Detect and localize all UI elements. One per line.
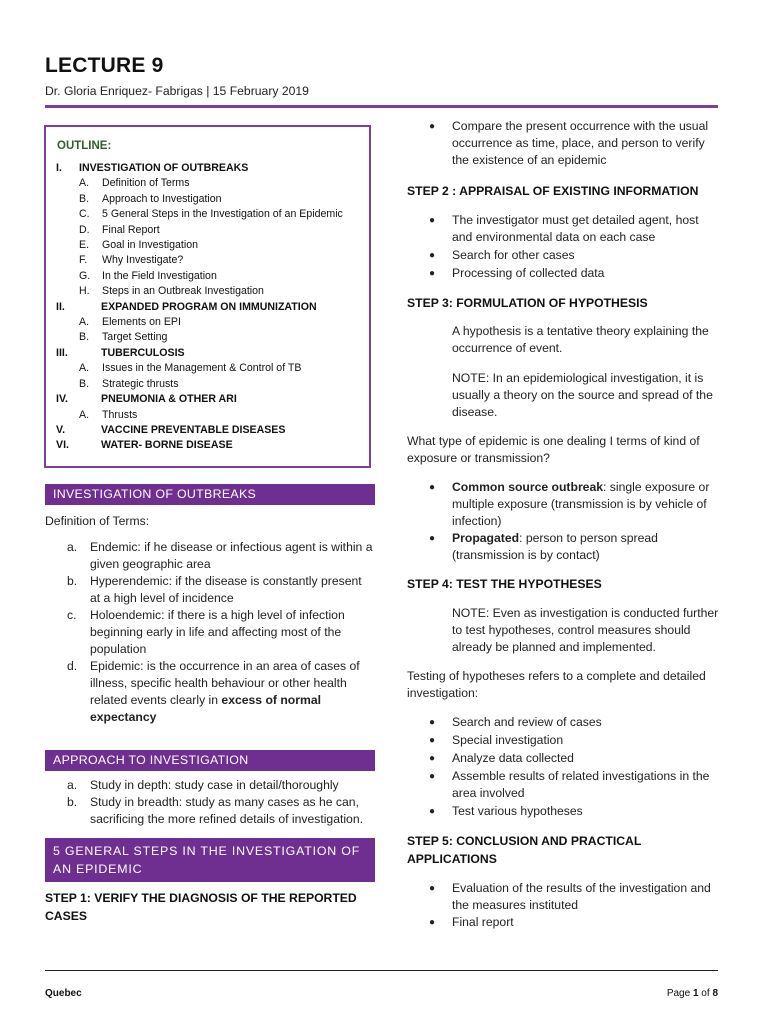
outline-item: B. Approach to Investigation xyxy=(79,192,222,205)
list-item: ● Compare the present occurrence with the usual occurrence as time, place, and person to verify the existence of an epidemic xyxy=(429,119,709,167)
outline-item: A. Issues in the Management & Control of TB xyxy=(79,362,302,375)
lecture-subtitle: Dr. Gloria Enriquez- Fabrigas | 15 February 2019 xyxy=(45,84,309,98)
outline-item: B. Target Setting xyxy=(79,331,168,344)
outline-item: A. Definition of Terms xyxy=(79,177,190,190)
outline-item: B. Strategic thrusts xyxy=(79,377,179,390)
list-item: a. Endemic: if he disease or infectious agent is within a given geographic area xyxy=(67,540,373,571)
list-item: ● Common source outbreak: single exposure or multiple exposure (transmission is by vehicle of infection) xyxy=(429,480,710,528)
outline-item: II. EXPANDED PROGRAM ON IMMUNIZATION xyxy=(56,300,317,313)
outline-item: C. 5 General Steps in the Investigation of an Epidemic xyxy=(79,208,343,221)
outline-item: VI. WATER- BORNE DISEASE xyxy=(56,439,233,452)
section-band-general-steps: 5 GENERAL STEPS IN THE INVESTIGATION OF AN EPIDEMIC xyxy=(45,838,375,882)
footer-label: Quebec xyxy=(45,988,82,999)
outline-item: D. Final Report xyxy=(79,223,160,236)
step4-bullets xyxy=(407,714,722,820)
list-item: ● Final report xyxy=(429,915,514,929)
list-item: b. Study in breadth: study as many cases as he can, sacrificing the more refined details of investigation. xyxy=(67,795,364,826)
section-band-approach: APPROACH TO INVESTIGATION xyxy=(45,750,375,771)
list-item: ● Special investigation xyxy=(429,733,564,747)
epidemic-types xyxy=(407,479,722,564)
header-divider xyxy=(45,105,718,108)
outline-list xyxy=(56,161,366,454)
list-item: ● Assemble results of related investigations in the area involved xyxy=(429,769,710,800)
footer-divider xyxy=(45,970,718,971)
step4-heading: STEP 4: TEST THE HYPOTHESES xyxy=(407,577,602,591)
approach-list xyxy=(45,777,375,828)
outline-item: G. In the Field Investigation xyxy=(79,269,217,282)
list-item: c. Holoendemic: if there is a high level of infection beginning early in life and affecting most of the population xyxy=(67,608,345,656)
list-item: ● Analyze data collected xyxy=(429,751,574,765)
section-band-investigation: INVESTIGATION OF OUTBREAKS xyxy=(45,484,375,505)
outline-item: IV. PNEUMONIA & OTHER ARI xyxy=(56,393,237,406)
list-item: ● Evaluation of the results of the investigation and the measures instituted xyxy=(429,881,711,912)
list-item: ● Propagated: person to person spread (transmission is by contact) xyxy=(429,531,658,562)
step5-bullets xyxy=(407,880,722,931)
right-column xyxy=(407,118,722,931)
outline-item: H. Steps in an Outbreak Investigation xyxy=(79,285,264,298)
definition-intro: Definition of Terms: xyxy=(45,514,150,528)
step2-heading: STEP 2 : APPRAISAL OF EXISTING INFORMATION xyxy=(407,184,699,198)
list-item: a. Study in depth: study case in detail/thoroughly xyxy=(67,778,339,792)
list-item: ● Processing of collected data xyxy=(429,266,605,280)
outline-item: I. INVESTIGATION OF OUTBREAKS xyxy=(56,162,249,174)
step3-question: What type of epidemic is one dealing I terms of kind of exposure or transmission? xyxy=(407,434,700,465)
list-item: b. Hyperendemic: if the disease is constantly present at a high level of incidence xyxy=(67,574,362,605)
step3-note: NOTE: In an epidemiological investigation, it is usually a theory on the source and spread of the disease. xyxy=(452,371,713,419)
lecture-title: LECTURE 9 xyxy=(45,54,164,77)
outline-item: A. Elements on EPI xyxy=(79,316,181,329)
outline-item: E. Goal in Investigation xyxy=(79,239,198,252)
list-item: ● Test various hypotheses xyxy=(429,804,583,818)
outline-heading: OUTLINE: xyxy=(57,140,112,152)
left-column xyxy=(45,484,375,925)
page-number: Page 1 of 8 xyxy=(666,988,718,999)
list-item: ● Search for other cases xyxy=(429,248,575,262)
outline-box xyxy=(44,125,371,468)
step1-bullets xyxy=(407,118,722,169)
list-item: ● The investigator must get detailed agent, host and environmental data on each case xyxy=(429,213,699,244)
outline-item: V. VACCINE PREVENTABLE DISEASES xyxy=(56,423,286,436)
definition-list xyxy=(45,539,375,726)
outline-item: A. Thrusts xyxy=(79,408,138,421)
step4-paragraph: Testing of hypotheses refers to a complete and detailed investigation: xyxy=(407,669,706,700)
step5-heading: STEP 5: CONCLUSION AND PRACTICAL APPLICATIONS xyxy=(407,834,642,866)
step3-heading: STEP 3: FORMULATION OF HYPOTHESIS xyxy=(407,296,648,310)
step3-paragraph: A hypothesis is a tentative theory explaining the occurrence of event. xyxy=(452,324,709,355)
step2-bullets xyxy=(407,212,722,282)
list-item: ● Search and review of cases xyxy=(429,715,602,729)
step4-note: NOTE: Even as investigation is conducted further to test hypotheses, control measures should already be planned and implemented. xyxy=(452,606,719,654)
outline-item: F. Why Investigate? xyxy=(79,254,184,267)
outline-item: III. TUBERCULOSIS xyxy=(56,346,185,359)
list-item: d. Epidemic: is the occurrence in an area of cases of illness, specific health behaviour or other health related events clearly in excess of normal expectancy xyxy=(67,659,360,724)
step1-heading: STEP 1: VERIFY THE DIAGNOSIS OF THE REPORTED CASES xyxy=(45,891,357,923)
